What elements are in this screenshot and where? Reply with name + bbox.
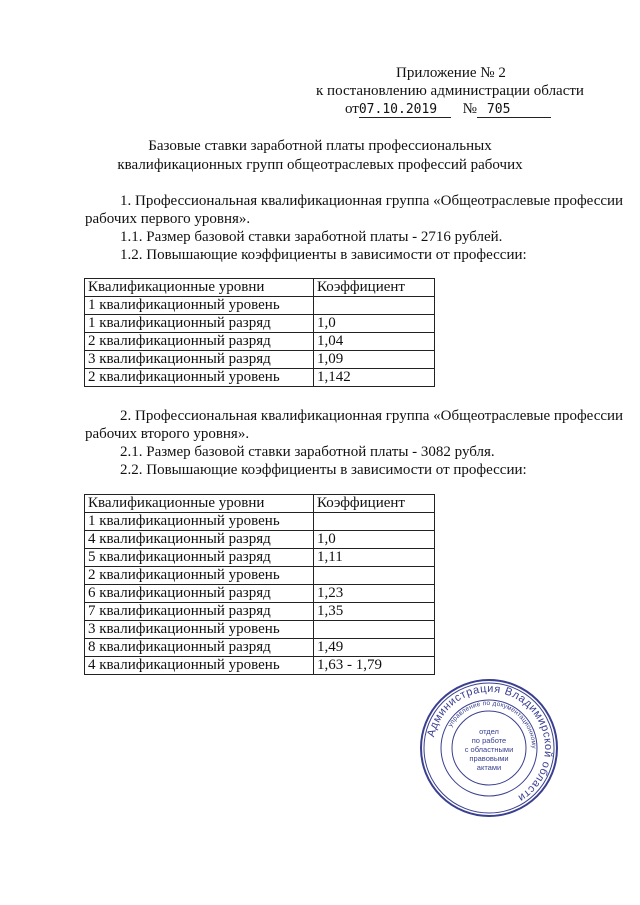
qualification-level-cell: 2 квалификационный разряд (85, 333, 314, 351)
resolution-reference: к постановлению администрации области (316, 83, 584, 99)
column-header-levels: Квалификационные уровни (85, 495, 314, 513)
coefficient-cell (314, 567, 435, 585)
coefficient-cell: 1,142 (314, 369, 435, 387)
section2-base-rate: 2.1. Размер базовой ставки заработной платы - 3082 рубля. (120, 444, 495, 460)
qualification-level-cell: 5 квалификационный разряд (85, 549, 314, 567)
table-row (85, 567, 435, 585)
table-row (85, 297, 435, 315)
date-number-line (345, 100, 551, 118)
coefficient-cell: 1,0 (314, 531, 435, 549)
table-row (85, 549, 435, 567)
qualification-level-cell: 3 квалификационный уровень (85, 621, 314, 639)
resolution-number: 705 (477, 102, 551, 118)
coefficient-cell (314, 621, 435, 639)
section1-heading-cont: рабочих первого уровня». (85, 211, 251, 227)
qualification-level-cell: 2 квалификационный уровень (85, 567, 314, 585)
section1-coef-intro: 1.2. Повышающие коэффициенты в зависимости от профессии: (120, 247, 527, 263)
coefficient-cell: 1,09 (314, 351, 435, 369)
appendix-label: Приложение № 2 (396, 65, 506, 81)
section2-heading: 2. Профессиональная квалификационная группа «Общеотраслевые профессии (120, 408, 624, 424)
table-row (85, 657, 435, 675)
coefficient-cell (314, 297, 435, 315)
title-line-2: квалификационных групп общеотраслевых профессий рабочих (117, 157, 523, 173)
coefficient-cell: 1,11 (314, 549, 435, 567)
coefficient-cell: 1,04 (314, 333, 435, 351)
qualification-level-cell: 4 квалификационный уровень (85, 657, 314, 675)
table-row (85, 369, 435, 387)
seal-center-line: по работе (471, 736, 507, 745)
seal-outer-text: Администрация Владимирской области (425, 682, 555, 805)
coefficient-cell: 1,23 (314, 585, 435, 603)
seal-center-line: с областными (464, 745, 514, 754)
document-title (0, 137, 640, 175)
section2-heading-cont: рабочих второго уровня». (85, 426, 250, 442)
qualification-level-cell: 1 квалификационный уровень (85, 513, 314, 531)
number-sign: № (462, 101, 477, 117)
resolution-date: 07.10.2019 (359, 102, 451, 118)
title-line-1: Базовые ставки заработной платы профессиональных (148, 138, 492, 154)
seal-graphic (418, 677, 560, 819)
section2-table (84, 494, 435, 675)
official-seal-stamp (418, 677, 560, 819)
seal-center-line: актами (476, 763, 502, 772)
table-header-row (85, 495, 435, 513)
seal-inner-text: управление по документационному (446, 699, 538, 749)
qualification-level-cell: 6 квалификационный разряд (85, 585, 314, 603)
qualification-level-cell: 1 квалификационный уровень (85, 297, 314, 315)
table-row (85, 513, 435, 531)
coefficient-cell (314, 513, 435, 531)
column-header-levels: Квалификационные уровни (85, 279, 314, 297)
qualification-level-cell: 3 квалификационный разряд (85, 351, 314, 369)
table-row (85, 585, 435, 603)
qualification-level-cell: 1 квалификационный разряд (85, 315, 314, 333)
table-row (85, 639, 435, 657)
table-header-row (85, 279, 435, 297)
seal-center-line: отдел (479, 727, 499, 736)
qualification-level-cell: 4 квалификационный разряд (85, 531, 314, 549)
qualification-level-cell: 7 квалификационный разряд (85, 603, 314, 621)
section1-heading: 1. Профессиональная квалификационная группа «Общеотраслевые профессии (120, 193, 624, 209)
coefficient-cell: 1,35 (314, 603, 435, 621)
section2-coef-intro: 2.2. Повышающие коэффициенты в зависимости от профессии: (120, 462, 527, 478)
seal-center-line: правовыми (469, 754, 509, 763)
table-row (85, 603, 435, 621)
qualification-level-cell: 8 квалификационный разряд (85, 639, 314, 657)
column-header-coefficient: Коэффициент (314, 495, 435, 513)
table-row (85, 333, 435, 351)
coefficient-cell: 1,0 (314, 315, 435, 333)
table-row (85, 315, 435, 333)
qualification-level-cell: 2 квалификационный уровень (85, 369, 314, 387)
coefficient-cell: 1,49 (314, 639, 435, 657)
coefficient-cell: 1,63 - 1,79 (314, 657, 435, 675)
table-row (85, 531, 435, 549)
table-row (85, 351, 435, 369)
date-prefix: от (345, 101, 359, 117)
section1-base-rate: 1.1. Размер базовой ставки заработной платы - 2716 рублей. (120, 229, 503, 245)
column-header-coefficient: Коэффициент (314, 279, 435, 297)
table-row (85, 621, 435, 639)
section1-table (84, 278, 435, 387)
